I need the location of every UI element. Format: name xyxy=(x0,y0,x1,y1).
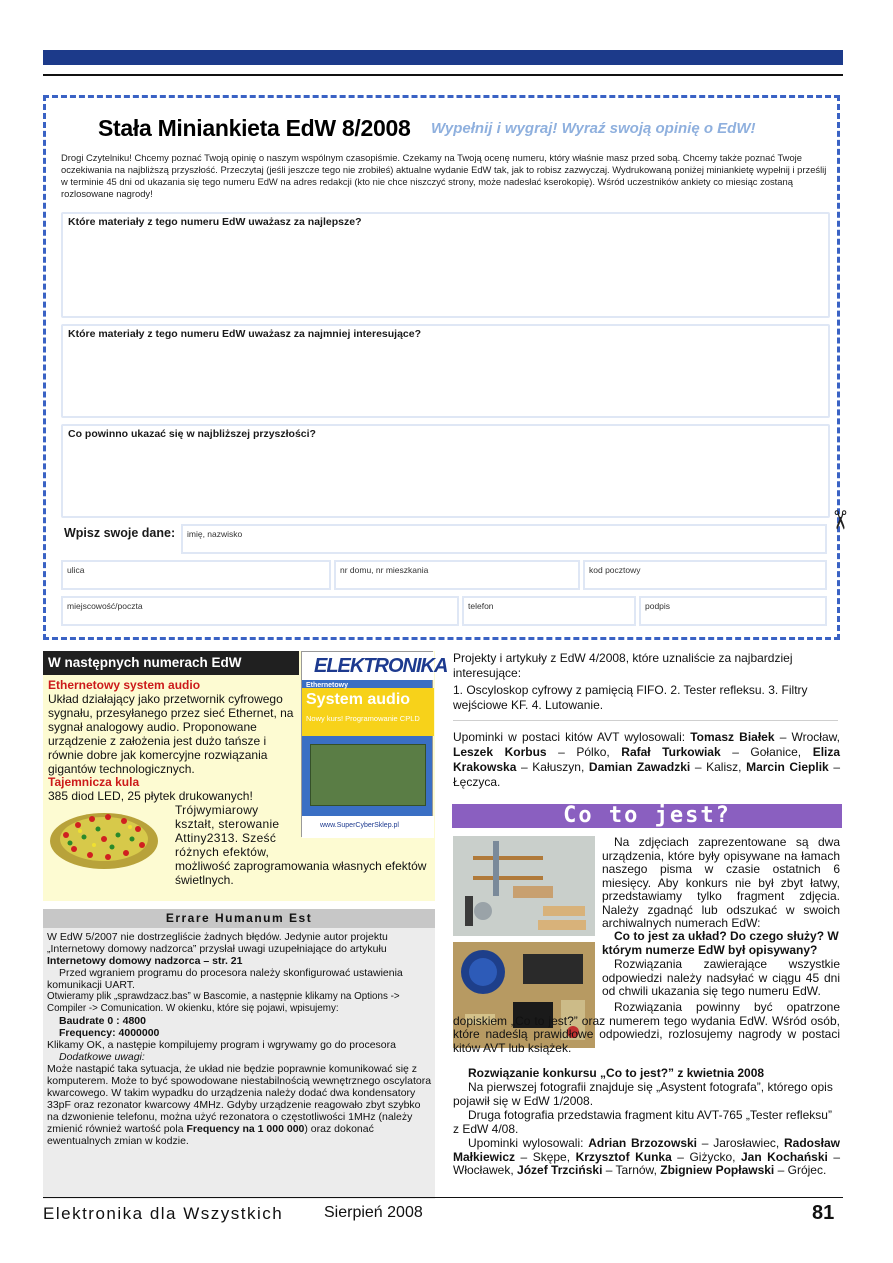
coto-winner-name: Jan Kochański xyxy=(740,1149,828,1164)
coto-winner-city: Jarosławiec xyxy=(713,1136,776,1150)
errare-p6-bold: Frequency na 1 000 000 xyxy=(186,1123,305,1135)
coto-winner-name: Radosław Małkiewicz xyxy=(453,1136,841,1164)
led-ball-image xyxy=(46,805,162,873)
errare-frequency: Frequency: 4000000 xyxy=(59,1027,160,1039)
errare-p5: Dodatkowe uwagi: xyxy=(59,1051,145,1063)
avt-winners-intro: Upominki w postaci kitów AVT wylosowali: xyxy=(453,730,686,744)
winner-name: Tomasz Białek xyxy=(690,730,775,744)
projects-list: 1. Oscyloskop cyfrowy z pamięcią FIFO. 2. Tester refleksu. 3. Filtry wejściowe KF. 4. Lutowanie. xyxy=(453,683,808,712)
coto-winner-city: Włocławek xyxy=(453,1163,511,1177)
winner-name: Marcin Cieplik xyxy=(746,760,829,774)
coto-solution-2-text: Druga fotografia przedstawia fragment kitu AVT-765 „Tester refleksu” z EdW 4/08. xyxy=(453,1108,832,1136)
coto-p3 xyxy=(453,999,840,1055)
article-1-title: Ethernetowy system audio xyxy=(48,678,201,692)
errare-p4: Klikamy OK, a następie kompilujemy program i wgrywamy go do procesora xyxy=(47,1039,396,1051)
article-2-text-b: Trójwymiarowy kształt, sterowanie Attiny2313. Sześć różnych efektów, xyxy=(175,803,280,859)
winner-name: Leszek Korbus xyxy=(453,745,547,759)
errare-header: Errare Humanum Est xyxy=(43,909,435,928)
coto-question xyxy=(602,930,840,957)
personal-data-label: Wpisz swoje dane: xyxy=(64,526,176,540)
coto-winner-city: Grójec xyxy=(787,1163,823,1177)
question-least-label: Które materiały z tego numeru EdW uważasz za najmniej interesujące? xyxy=(68,328,422,340)
coto-p2 xyxy=(602,958,840,999)
coto-solution-title: Rozwiązanie konkursu „Co to jest?” z kwietnia 2008 xyxy=(468,1066,765,1080)
question-least-box[interactable] xyxy=(61,324,830,418)
question-best-box[interactable] xyxy=(61,212,830,318)
coto-p3-text: Rozwiązania powinny być opatrzone dopiskiem „Co to jest?” oraz numerem tego wydania EdW. Wśród osób, które nadeślą prawidłowe odpowiedzi, rozlosujemy nagrody w postaci kitów AVT lub książek. xyxy=(453,1000,840,1055)
winner-city: Pólko xyxy=(576,745,607,759)
article-2-text-c: możliwość zaprogramowania własnych efektów świetlnych. xyxy=(175,859,427,887)
postal-code-field[interactable] xyxy=(583,560,827,590)
article-2-text-a: 385 diod LED, 25 płytek drukowanych! xyxy=(48,789,253,803)
street-field[interactable] xyxy=(61,560,331,590)
street-field-label: ulica xyxy=(67,565,85,575)
winner-city: Wrocław xyxy=(791,730,837,744)
scissors-icon: ✂ xyxy=(825,509,855,531)
coto-winner-name: Józef Trzciński xyxy=(517,1163,603,1177)
coto-winner-city: Skępe xyxy=(532,1149,567,1164)
house-number-field-label: nr domu, nr mieszkania xyxy=(340,565,429,575)
magazine-title: System audio xyxy=(306,691,411,708)
question-best-label: Które materiały z tego numeru EdW uważasz za najlepsze? xyxy=(68,216,362,228)
errare-baudrate: Baudrate 0 : 4800 xyxy=(59,1015,146,1027)
magazine-pcb-photo xyxy=(310,744,426,806)
coto-p1 xyxy=(602,836,840,931)
magazine-url: www.SuperCyberSklep.pl xyxy=(320,822,399,829)
winner-city: Gołanice xyxy=(750,745,798,759)
coto-question-text: Co to jest za układ? Do czego służy? W którym numerze EdW był opisywany? xyxy=(602,929,839,957)
coto-winner-name: Adrian Brzozowski xyxy=(588,1136,698,1150)
coto-solution-2 xyxy=(453,1109,840,1136)
magazine-cover-image xyxy=(301,651,448,837)
winner-name: Eliza Krakowska xyxy=(453,745,841,774)
projects-intro: Projekty i artykuły z EdW 4/2008, które uznaliście za najbardziej interesujące: xyxy=(453,651,793,680)
question-future-box[interactable] xyxy=(61,424,830,518)
magazine-subtitle: Nowy kurs! Programowanie CPLD xyxy=(306,714,420,723)
winner-city: Kalisz xyxy=(706,760,739,774)
name-field-label: imię, nazwisko xyxy=(187,529,243,539)
errare-body xyxy=(47,931,433,1147)
winner-name: Damian Zawadzki xyxy=(588,760,691,774)
survey-title: Stała Miniankieta EdW 8/2008 xyxy=(98,115,411,141)
errare-p2: Przed wgraniem programu do procesora należy skonfigurować ustawienia komunikacji UART. xyxy=(47,967,403,991)
phone-field[interactable] xyxy=(462,596,636,626)
errare-humanum-est-box xyxy=(43,909,435,1199)
coto-p1-text: Na zdjęciach zaprezentowane są dwa urządzenia, które były opisywane na łamach naszego pisma w czasie ostatnich 6 miesięcy. Aby konkurs nie był zbyt łatwy, przedstawiamy tylko fragment zdjęcia. Należy zgadnąć lub odszukać w swoich archiwalnych numerach EdW: xyxy=(602,835,840,930)
winner-city: Kałuszyn xyxy=(532,760,581,774)
avt-winners: Upominki w postaci kitów AVT wylosowali: Tomasz Białek – Wrocław, Leszek Korbus – Pólko, Rafał Turkowiak – Gołanice, Eliza Krakowska – Kałuszyn, Damian Zawadzki – Kalisz, Marcin Cieplik – Łęczyca. xyxy=(453,730,841,789)
coto-solution-1-text: Na pierwszej fotografii znajduje się „Asystent fotografa”, którego opis pojawił się w EdW 1/2008. xyxy=(453,1080,833,1108)
winner-city: Łęczyca xyxy=(453,775,498,789)
top-rule xyxy=(43,74,843,76)
page-number: 81 xyxy=(812,1202,835,1224)
house-number-field[interactable] xyxy=(334,560,580,590)
coto-p2-text: Rozwiązania zawierające wszystkie odpowiedzi należy nadsyłać w ciągu 45 dni od chwili ukazania się tego numeru EdW. xyxy=(602,957,840,998)
signature-field[interactable] xyxy=(639,596,827,626)
contest-photo-1 xyxy=(453,836,595,936)
survey-slogan: Wypełnij i wygraj! Wyraź swoją opinię o EdW! xyxy=(431,120,756,137)
next-issues-box xyxy=(43,651,448,901)
city-field-label: miejscowość/poczta xyxy=(67,601,143,611)
question-future-label: Co powinno ukazać się w najbliższej przyszłości? xyxy=(68,428,316,440)
top-color-bar xyxy=(43,50,843,65)
name-field[interactable] xyxy=(181,524,827,554)
errare-p6: Może nastąpić taka sytuacja, że układ nie będzie poprawnie komunikować się z komputerem. Może to być spowodowane niestabilnością wewnętrznego oscylatora kwarcowego. W takim wypadku do urządzenia należy dodać dwa kondensatory 33pF oraz rezonator kwarcowy 4MHz. Gdyby urządzenie reagowało zbyt szybko na dzwonienie telefonu, można użyć rezonatora o częstotliwości 1MHz (należy zmienić również wartość pola xyxy=(47,1063,432,1135)
errare-p6-end: ) oraz dokonać ewentualnych zmian w kodzie. xyxy=(47,1123,374,1147)
city-field[interactable] xyxy=(61,596,459,626)
coto-winners-intro: Upominki wylosowali: xyxy=(468,1136,584,1150)
coto-solution-1 xyxy=(453,1081,840,1108)
footer-magazine-name: Elektronika dla Wszystkich xyxy=(43,1204,284,1223)
coto-winner-name: Zbigniew Popławski xyxy=(660,1163,775,1177)
article-2-title: Tajemnicza kula xyxy=(48,775,140,789)
footer-issue: Sierpień 2008 xyxy=(324,1204,423,1221)
signature-field-label: podpis xyxy=(645,601,671,611)
errare-p1-bold: Internetowy domowy nadzorca – str. 21 xyxy=(47,955,243,967)
postal-code-field-label: kod pocztowy xyxy=(589,565,641,575)
next-issues-header: W następnych numerach EdW xyxy=(43,651,299,675)
coto-winners: Upominki wylosowali: Adrian Brzozowski – Jarosławiec, Radosław Małkiewicz – Skępe, Krzysztof Kunka – Giżycko, Jan Kochański – Włocławek, Józef Trzciński – Tarnów, Zbigniew Popławski – Grójec. xyxy=(453,1136,841,1177)
winner-name: Rafał Turkowiak xyxy=(621,745,721,759)
right-separator xyxy=(453,720,838,721)
coto-winner-city: Tarnów xyxy=(615,1163,654,1177)
magazine-section: Ethernetowy xyxy=(306,682,349,689)
coto-winner-name: Krzysztof Kunka xyxy=(575,1149,672,1164)
co-to-jest-header: Co to jest? xyxy=(452,804,842,828)
article-1-text: Układ działający jako przetwornik cyfrowego sygnału, przesyłanego przez sieć Ethernet, na sygnał analogowy audio. Proponowane urządzenie z założenia jest dużo tańsze i równie dobre jak komercyjne rozwiązania gigantów technologicznych. xyxy=(48,692,294,776)
errare-p3: Otwieramy plik „sprawdzacz.bas” w Bascomie, a następnie klikamy na Options -> Compiler -> Comunication. W okienku, które się pojawi, wpisujemy: xyxy=(47,991,400,1014)
survey-form xyxy=(43,95,840,640)
survey-intro: Drogi Czytelniku! Chcemy poznać Twoją opinię o naszym wspólnym czasopiśmie. Czekamy na Twoją ocenę numeru, który właśnie masz przed sobą. Chcemy także poznać Twoje oczekiwania na najbliższą przyszłość. Przeczytaj (jeśli jeszcze tego nie zrobiłeś) aktualne wydanie EdW tak, jak to robisz zazwyczaj. Wydrukowaną poniżej miniankietę wypełnij i prześlij w terminie 45 dni od ukazania się tego numeru EdW na adres redakcji (kto nie chce niszczyć strony, może nadesłać kserokopię). Wśród uczestników ankiety co miesiąc zostaną rozlosowane nagrody! xyxy=(61,152,827,199)
errare-p1: W EdW 5/2007 nie dostrzegliście żadnych błędów. Jedynie autor projektu „Internetowy domowy nadzorca” przysłał uwagi uzupełniające do artykułu xyxy=(47,931,388,955)
coto-winner-city: Giżycko xyxy=(689,1149,733,1164)
phone-field-label: telefon xyxy=(468,601,494,611)
magazine-logo: ELEKTRONIKA xyxy=(314,655,448,677)
bottom-rule xyxy=(43,1197,843,1198)
